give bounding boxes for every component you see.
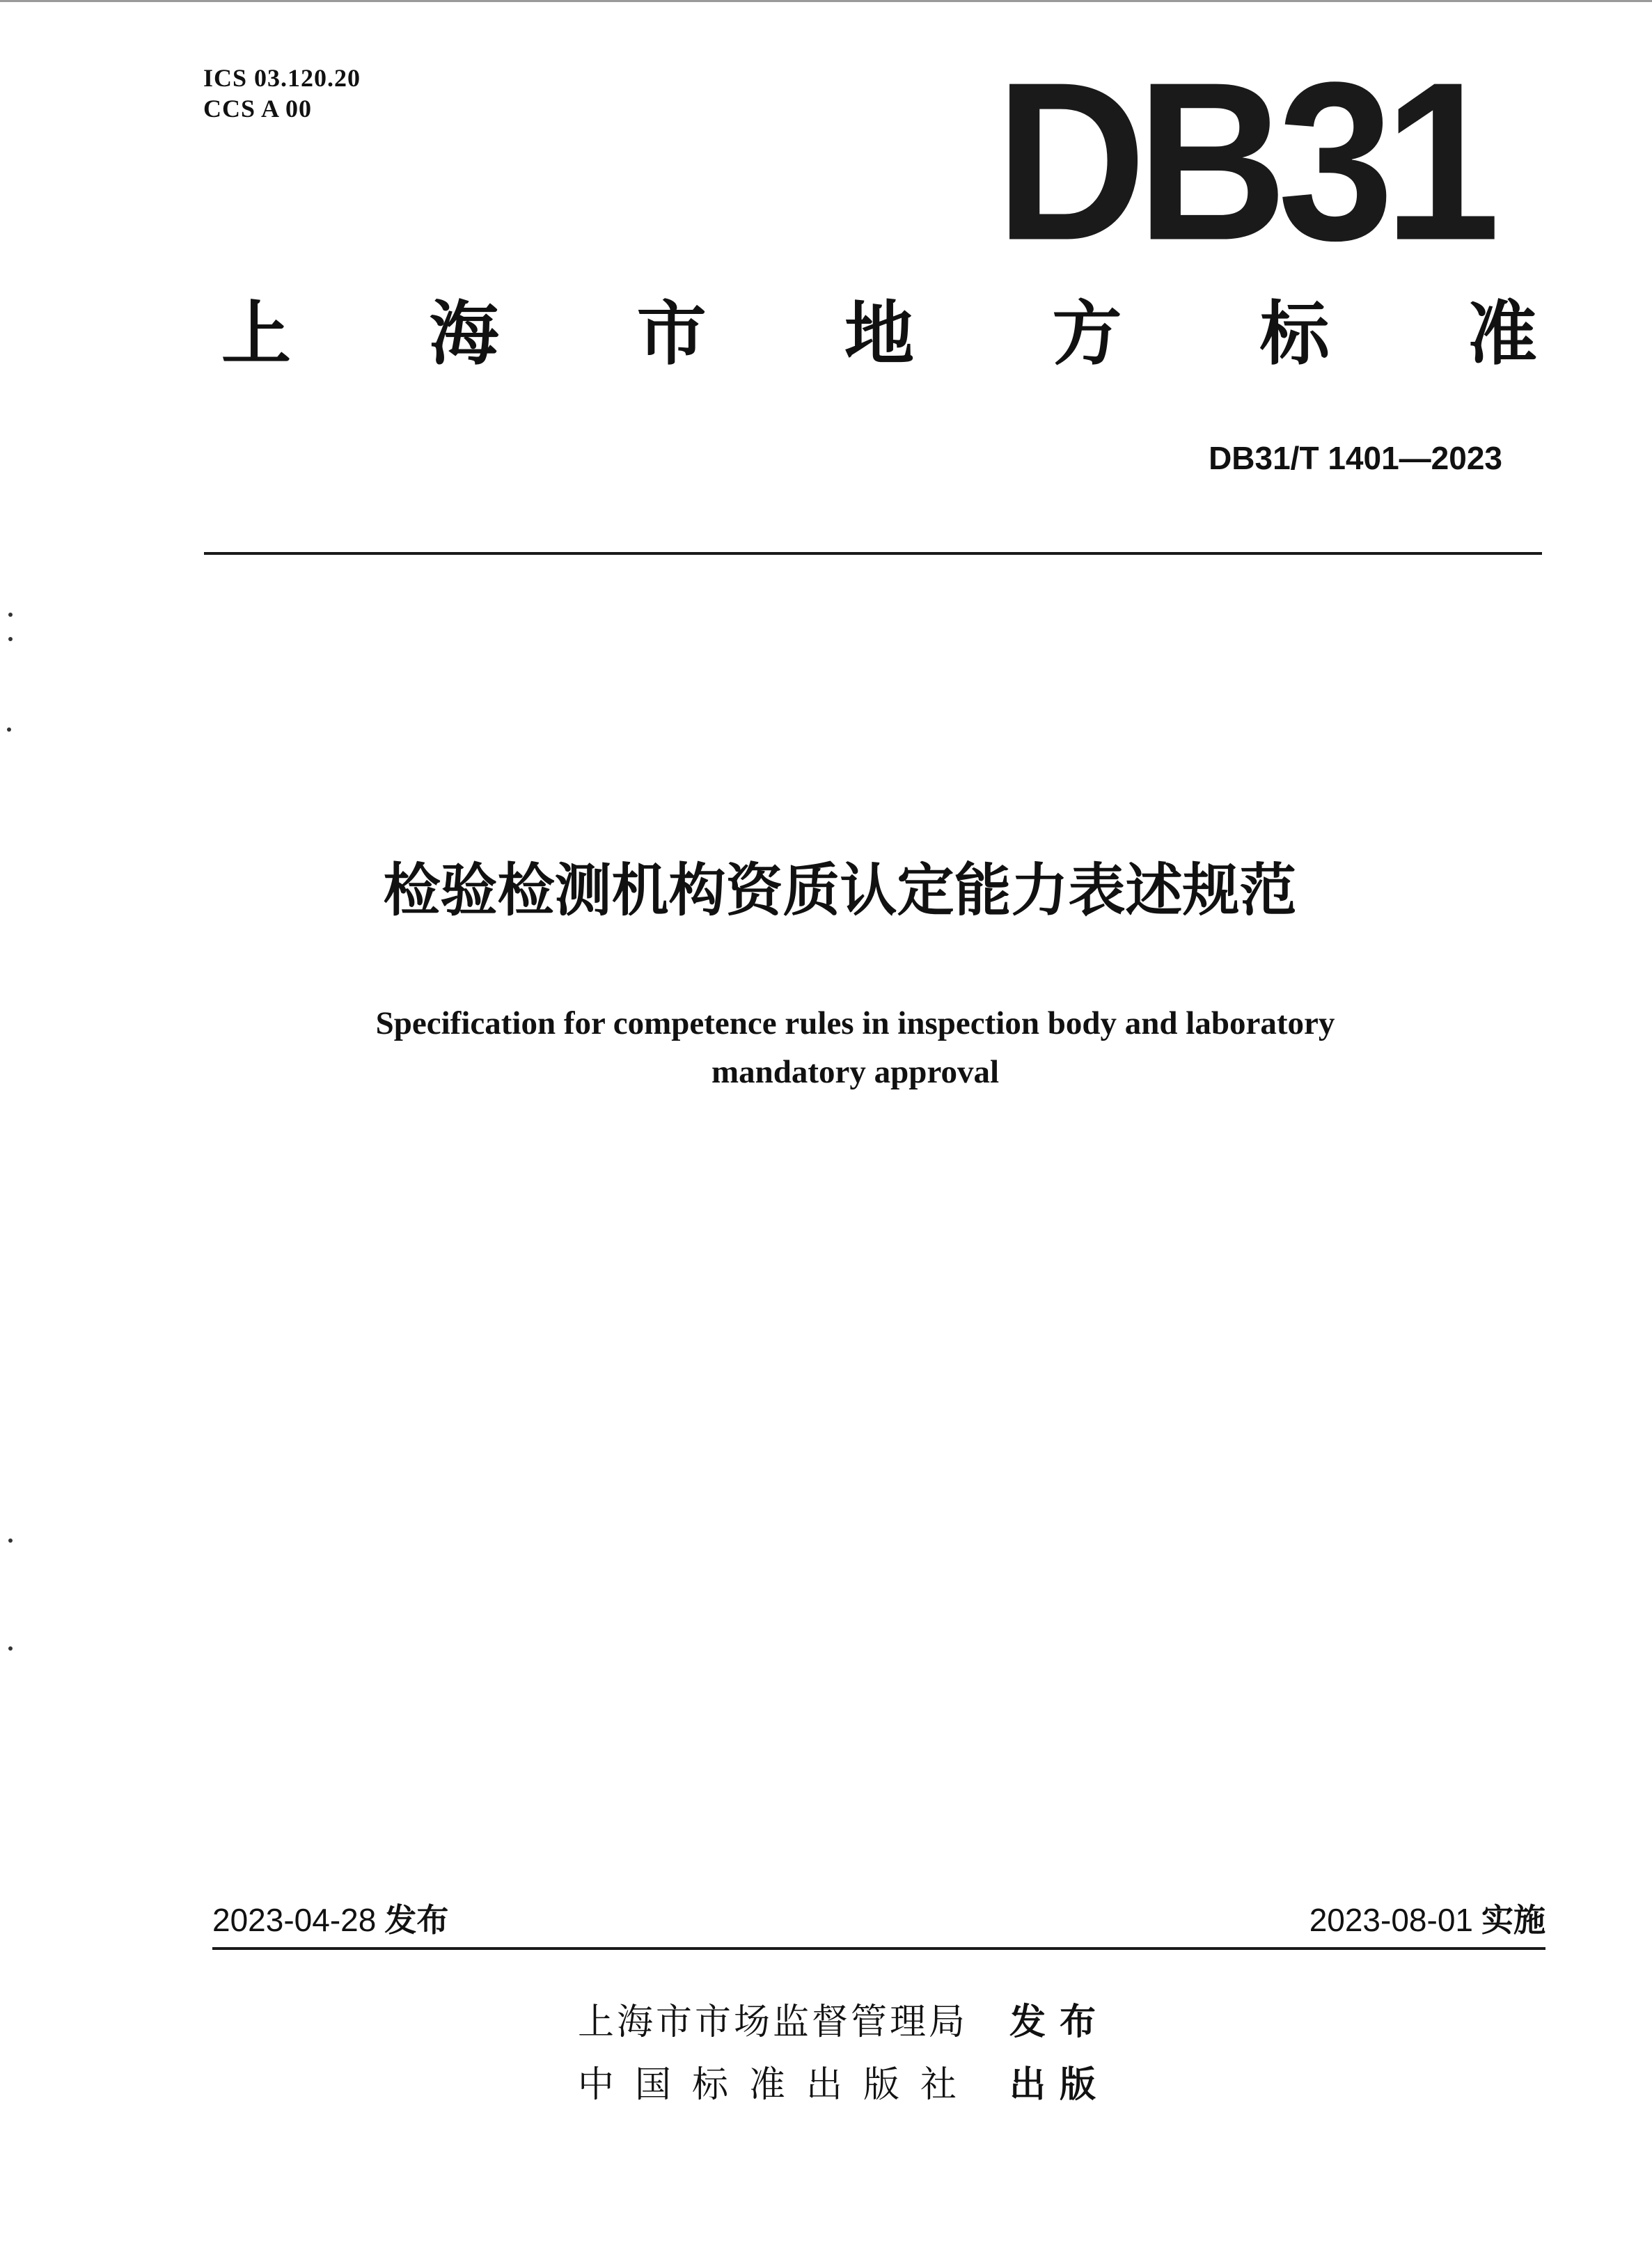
- implement-date: 2023-08-01: [1309, 1902, 1473, 1938]
- standard-type-char: 地: [844, 293, 914, 375]
- scan-mark: [8, 613, 13, 617]
- publisher-name: 中国标准出版社: [578, 2064, 978, 2106]
- standard-type-char: 方: [1052, 293, 1122, 375]
- publisher-name: 上海市市场监督管理局: [578, 2001, 968, 2043]
- publisher-role: 出版: [1009, 2064, 1110, 2106]
- implement-label: 实施: [1481, 1901, 1545, 1939]
- english-title-line: mandatory approval: [711, 1054, 1000, 1090]
- ccs-code: CCS A 00: [203, 95, 313, 123]
- standard-type-char: 准: [1467, 293, 1537, 375]
- publisher-role: 发布: [1009, 2001, 1110, 2043]
- page-top-border: [0, 0, 1652, 2]
- header-divider: [204, 552, 1542, 555]
- standard-type-char: 标: [1259, 293, 1330, 375]
- publisher-row: [578, 2054, 1110, 2116]
- implement-date-block: [1309, 1898, 1545, 1942]
- db31-logo: DB31: [996, 34, 1490, 288]
- publisher-row: [578, 1991, 1110, 2054]
- issue-label: 发布: [384, 1901, 449, 1939]
- standard-type-char: 上: [221, 293, 291, 375]
- standard-type-char: 市: [636, 293, 707, 375]
- issue-date-block: [212, 1898, 448, 1942]
- document-title-chinese: 检验检测机构资质认定能力表述规范: [383, 858, 1297, 924]
- standard-type-char: 海: [429, 293, 499, 375]
- scan-mark: [8, 1538, 13, 1543]
- standard-number: DB31/T 1401—2023: [1209, 440, 1502, 476]
- scan-mark: [7, 727, 11, 732]
- ics-code: ICS 03.120.20: [203, 64, 361, 92]
- standard-type-heading: [221, 292, 1537, 376]
- issue-date: 2023-04-28: [212, 1902, 377, 1938]
- footer-divider: [212, 1947, 1545, 1950]
- scan-mark: [8, 637, 13, 641]
- document-title-english: [0, 999, 1652, 1096]
- classification-codes: [203, 63, 361, 124]
- english-title-line: Specification for competence rules in inspection body and laboratory: [375, 1005, 1335, 1041]
- date-row: [212, 1898, 1545, 1942]
- publisher-block: [578, 1991, 1110, 2116]
- scan-mark: [8, 1646, 13, 1651]
